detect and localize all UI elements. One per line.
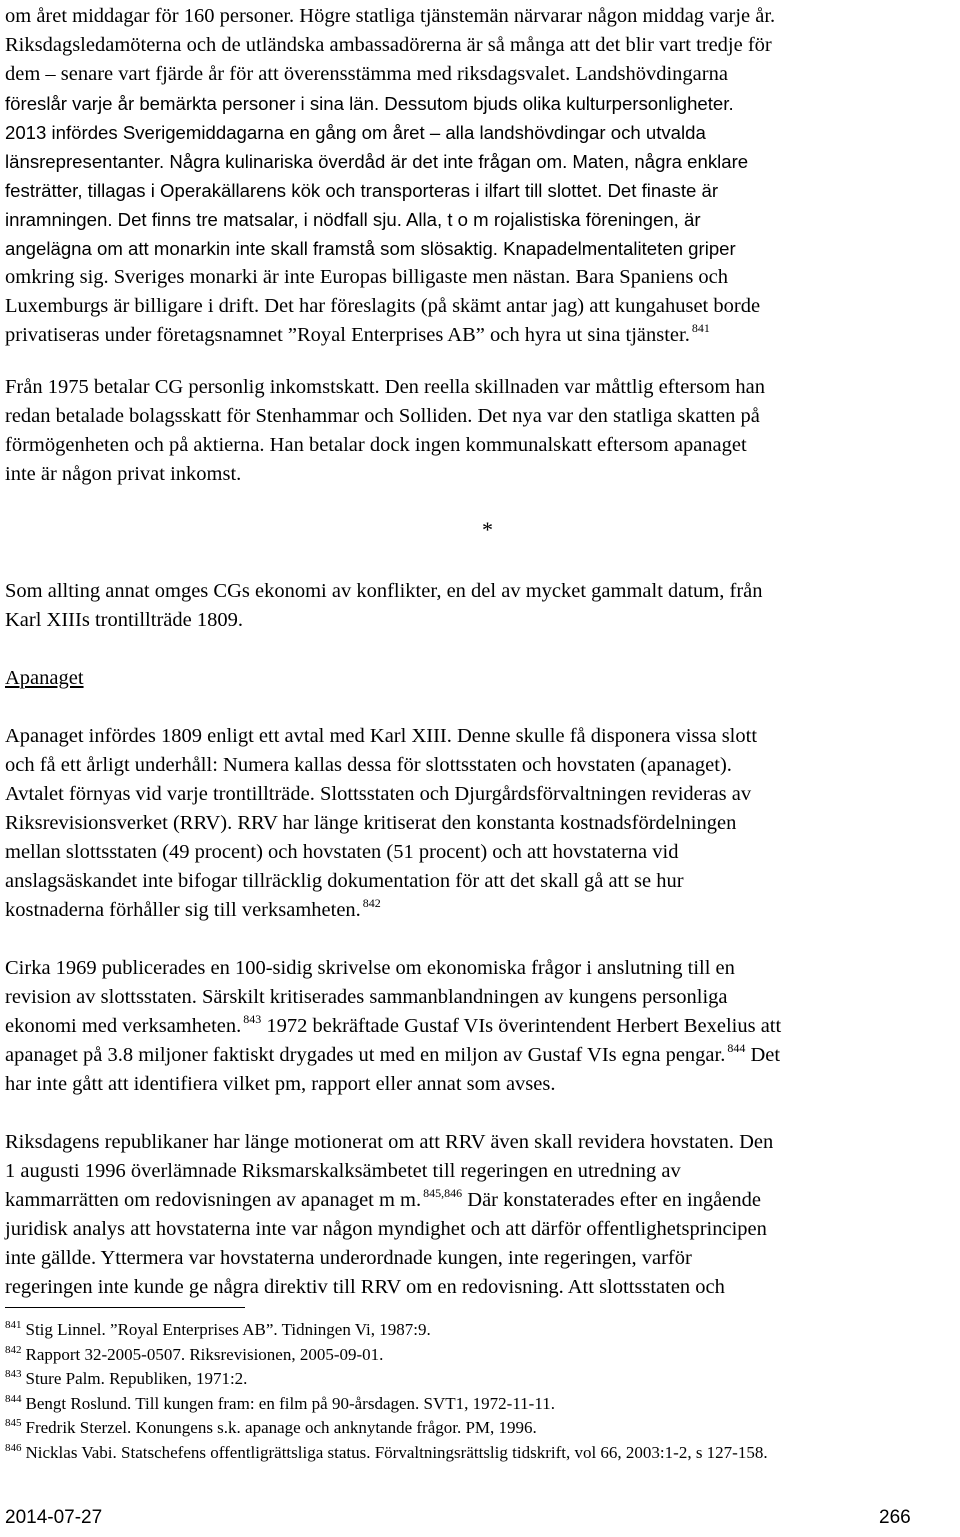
text-segment: apanaget på 3.8 miljoner faktiskt drygades ut med en miljon av Gustaf VIs egna pengar.	[5, 1044, 726, 1066]
footer-date: 2014-07-27	[5, 1507, 103, 1528]
text-line: Karl XIIIs trontillträde 1809.	[5, 609, 243, 631]
footnote-text: Fredrik Sterzel. Konungens s.k. apanage och anknytande frågor. PM, 1996.	[25, 1418, 537, 1437]
text-line: festrätter, tillagas i Operakällarens kök och transporteras i ilfart till slottet. Det finaste är	[5, 180, 719, 201]
text-line: dem – senare vart fjärde år för att överensstämma med riksdagsvalet. Landshövdingarna	[5, 63, 728, 85]
footnote-ref[interactable]: 844	[727, 1041, 746, 1055]
text-line: 1 augusti 1996 överlämnade Riksmarskalksämbetet till regeringen en utredning av	[5, 1160, 681, 1182]
footnote-number: 845	[5, 1417, 22, 1429]
text-line: Luxemburgs är billigare i drift. Det har föreslagits (på skämt antar jag) att kungahuset borde	[5, 295, 761, 317]
text-line: inramningen. Det finns tre matsalar, i nödfall sju. Alla, t o m rojalistiska föreningen, är	[5, 209, 701, 230]
section-heading: Apanaget	[5, 667, 84, 689]
text-line: Apanaget infördes 1809 enligt ett avtal med Karl XIII. Denne skulle få disponera vissa slott	[5, 725, 758, 747]
text-line: inte gällde. Yttermera var hovstaterna underordnade kungen, inte regeringen, varför	[5, 1247, 692, 1269]
footnote-ref[interactable]: 842	[362, 896, 381, 910]
text-line: och få ett årligt underhåll: Numera kallas dessa för slottsstaten och hovstaten (apanaget).	[5, 754, 732, 776]
text-line	[5, 1012, 781, 1041]
text-segment: ekonomi med verksamheten.	[5, 1015, 242, 1037]
text-line: Riksdagens republikaner har länge motionerat om att RRV även skall revidera hovstaten. Den	[5, 1131, 774, 1153]
footnote-text: Bengt Roslund. Till kungen fram: en film på 90-årsdagen. SVT1, 1972-11-11.	[25, 1393, 555, 1413]
text-line: 2013 infördes Sverigemiddagarna en gång om året – alla landshövdingar och utvalda	[5, 122, 706, 143]
text-segment: Där konstaterades efter en ingående	[467, 1189, 761, 1211]
footnote-text: Stig Linnel. ”Royal Enterprises AB”. Tidningen Vi, 1987:9.	[25, 1320, 431, 1339]
footnote-ref[interactable]: 845,846	[423, 1186, 463, 1200]
text-segment: kammarrätten om redovisningen av apanaget m m.	[5, 1189, 422, 1211]
text-line: länsrepresentanter. Några kulinariska överdåd är det inte frågan om. Maten, några enklare	[5, 151, 749, 172]
footnote	[5, 1392, 768, 1417]
text-line: föreslår varje år bemärkta personer i sina län. Dessutom bjuds olika kulturpersonligheter.	[5, 93, 734, 114]
text-segment: privatiseras under företagsnamnet ”Royal Enterprises AB” och hyra ut sina tjänster.	[5, 324, 690, 346]
p1969-paragraph	[5, 954, 781, 1099]
text-line: revision av slottsstaten. Särskilt kritiserades sammanblandningen av kungens personliga	[5, 986, 728, 1008]
apanage-paragraph	[5, 722, 757, 925]
footnote-number: 846	[5, 1441, 22, 1454]
footnote	[5, 1318, 768, 1343]
footnote-text: Nicklas Vabi. Statschefens offentligrättsliga status. Förvaltningsrättslig tidskrift, vol 66, 2003:1-2, s 127-158.	[25, 1442, 768, 1462]
footnote	[5, 1416, 768, 1441]
text-line: har inte gått att identifiera vilket pm, rapport eller annat som avses.	[5, 1073, 556, 1095]
footnote	[5, 1367, 768, 1392]
text-line	[5, 1186, 773, 1215]
text-line: Avtalet förnyas vid varje trontillträde. Slottsstaten och Djurgårdsförvaltningen revideras av	[5, 783, 752, 805]
text-line: angelägna om att monarkin inte skall framstå som slösaktig. Knapadelmentaliteten griper	[5, 238, 736, 259]
page-number: 266	[879, 1507, 911, 1528]
intro-paragraph	[5, 2, 775, 350]
text-line	[5, 1041, 781, 1070]
text-segment: Det	[750, 1044, 781, 1066]
republicans-paragraph	[5, 1128, 773, 1302]
footnote	[5, 1343, 768, 1368]
text-line: Från 1975 betalar CG personlig inkomstskatt. Den reella skillnaden var måttlig eftersom han	[5, 376, 766, 398]
text-line: regeringen inte kunde ge några direktiv till RRV om en redovisning. Att slottsstaten och	[5, 1276, 725, 1298]
text-line: Cirka 1969 publicerades en 100-sidig skrivelse om ekonomiska frågor i anslutning till en	[5, 957, 735, 979]
tax-paragraph	[5, 373, 765, 489]
footnote-text: Rapport 32-2005-0507. Riksrevisionen, 2005-09-01.	[25, 1344, 384, 1364]
text-line	[5, 896, 757, 925]
footnotes	[5, 1318, 768, 1465]
text-segment: kostnaderna förhåller sig till verksamheten.	[5, 899, 361, 921]
footnote-text: Sture Palm. Republiken, 1971:2.	[25, 1369, 248, 1388]
economy-paragraph	[5, 577, 763, 635]
text-line: förmögenheten och på aktierna. Han betalar dock ingen kommunalskatt eftersom apanaget	[5, 434, 747, 456]
text-line: Som allting annat omges CGs ekonomi av konflikter, en del av mycket gammalt datum, från	[5, 580, 763, 602]
text-line: Riksrevisionsverket (RRV). RRV har länge kritiserat den konstanta kostnadsfördelningen	[5, 812, 737, 834]
footnote-ref[interactable]: 841	[691, 321, 710, 335]
footnote	[5, 1441, 768, 1466]
text-line	[5, 321, 775, 350]
text-line: anslagsäskandet inte bifogar tillräcklig dokumentation för att det skall gå att se hur	[5, 870, 684, 892]
footnote-number: 841	[5, 1319, 22, 1331]
footnote-ref[interactable]: 843	[243, 1012, 262, 1026]
text-line: omkring sig. Sveriges monarki är inte Europas billigaste men nästan. Bara Spaniens och	[5, 266, 729, 288]
footnote-number: 844	[5, 1392, 22, 1405]
text-line: inte är någon privat inkomst.	[5, 463, 242, 485]
footnote-number: 842	[5, 1343, 22, 1356]
text-segment: 1972 bekräftade Gustaf VIs överintendent Herbert Bexelius att	[266, 1015, 782, 1037]
footnote-number: 843	[5, 1368, 22, 1380]
text-line: om året middagar för 160 personer. Högre statliga tjänstemän närvarar någon middag varje år.	[5, 5, 776, 27]
footnote-divider	[5, 1307, 245, 1308]
text-line: juridisk analys att hovstaterna inte var någon myndighet och att därför offentlighetsprincipen	[5, 1218, 767, 1240]
section-separator: *	[482, 517, 493, 542]
text-line: mellan slottsstaten (49 procent) och hovstaten (51 procent) och att hovstaterna vid	[5, 841, 679, 863]
text-line: redan betalade bolagsskatt för Stenhammar och Solliden. Det nya var den statliga skatten på	[5, 405, 760, 427]
text-line: Riksdagsledamöterna och de utländska ambassadörerna är så många att det blir vart tredje för	[5, 34, 772, 56]
